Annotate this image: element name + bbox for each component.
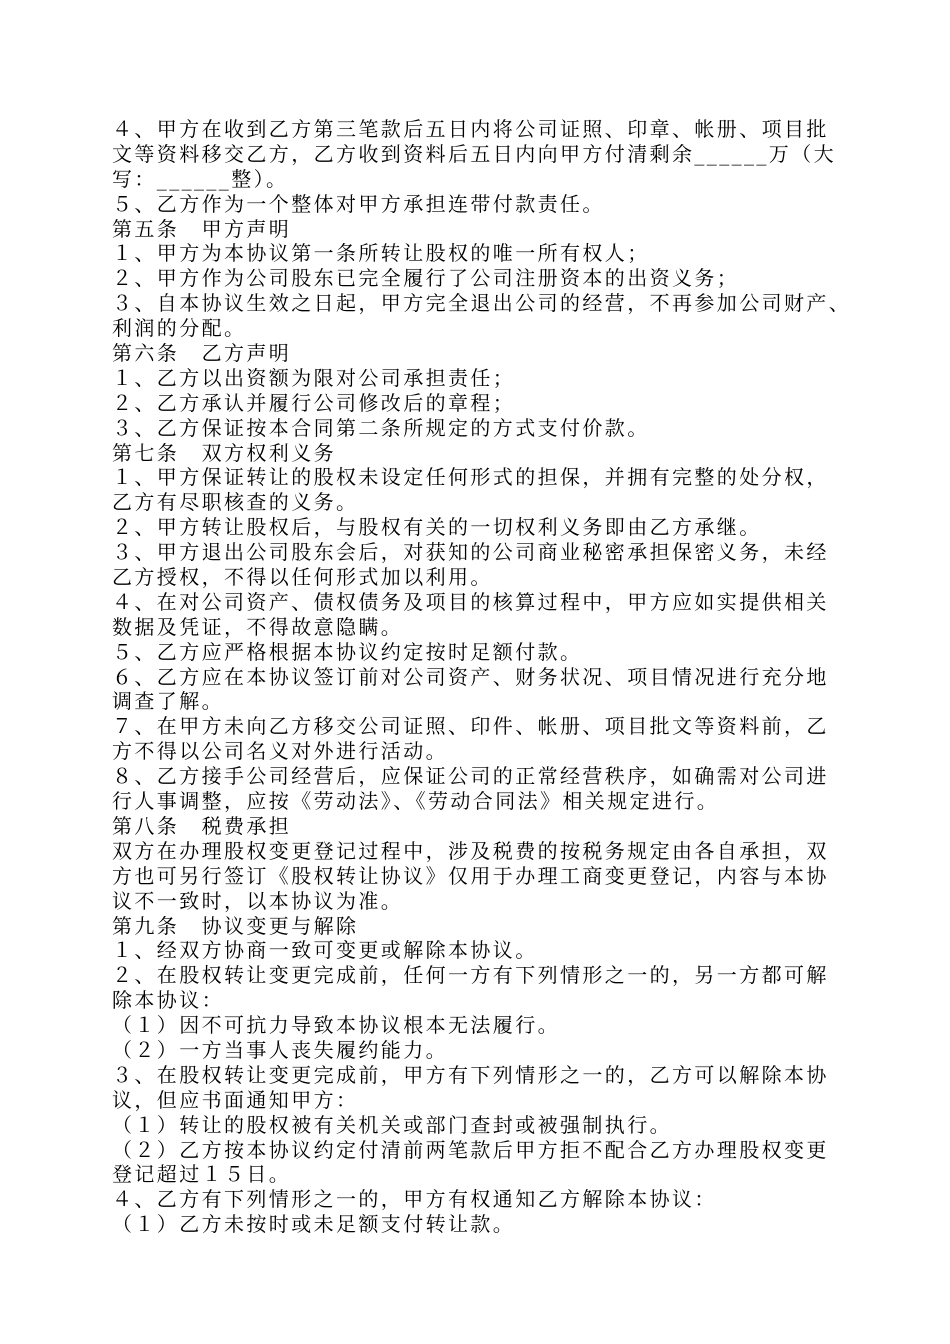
paragraph-line: ２、在股权转让变更完成前，任何一方有下列情形之一的，另一方都可解 (112, 963, 829, 988)
paragraph-line: ７、在甲方未向乙方移交公司证照、印件、帐册、项目批文等资料前，乙 (112, 714, 829, 739)
paragraph-line: ６、乙方应在本协议签订前对公司资产、财务状况、项目情况进行充分地 (112, 664, 829, 689)
paragraph-line: 除本协议： (112, 988, 224, 1013)
paragraph-line: 议，但应书面通知甲方： (112, 1087, 359, 1112)
paragraph-line: 乙方授权，不得以任何形式加以利用。 (112, 565, 493, 590)
paragraph-line: ４、乙方有下列情形之一的，甲方有权通知乙方解除本协议： (112, 1187, 717, 1212)
paragraph-line: 调查了解。 (112, 689, 224, 714)
document-body (112, 117, 892, 1237)
paragraph-line: 方也可另行签订《股权转让协议》仅用于办理工商变更登记，内容与本协 (112, 863, 829, 888)
paragraph-line: ２、甲方转让股权后，与股权有关的一切权利义务即由乙方承继。 (112, 515, 762, 540)
paragraph-line: （１）转让的股权被有关机关或部门查封或被强制执行。 (112, 1112, 672, 1137)
paragraph-line: 登记超过１５日。 (112, 1162, 292, 1187)
paragraph-line: ２、甲方作为公司股东已完全履行了公司注册资本的出资义务； (112, 266, 740, 291)
paragraph-line: 乙方有尽职核查的义务。 (112, 490, 359, 515)
paragraph-line: 写：______整）。 (112, 166, 289, 191)
paragraph-line: ３、乙方保证按本合同第二条所规定的方式支付价款。 (112, 415, 650, 440)
article-heading: 第六条 乙方声明 (112, 341, 292, 366)
paragraph-line: ３、自本协议生效之日起，甲方完全退出公司的经营，不再参加公司财产、 (112, 291, 852, 316)
article-heading: 第九条 协议变更与解除 (112, 913, 359, 938)
paragraph-line: 双方在办理股权变更登记过程中，涉及税费的按税务规定由各自承担，双 (112, 838, 829, 863)
paragraph-line: （１）因不可抗力导致本协议根本无法履行。 (112, 1013, 560, 1038)
paragraph-line: ８、乙方接手公司经营后，应保证公司的正常经营秩序，如确需对公司进 (112, 764, 829, 789)
article-heading: 第五条 甲方声明 (112, 216, 292, 241)
paragraph-line: 利润的分配。 (112, 316, 247, 341)
paragraph-line: ５、乙方作为一个整体对甲方承担连带付款责任。 (112, 191, 605, 216)
paragraph-line: ５、乙方应严格根据本协议约定按时足额付款。 (112, 639, 583, 664)
article-heading: 第八条 税费承担 (112, 813, 292, 838)
paragraph-line: 数据及凭证，不得故意隐瞒。 (112, 614, 404, 639)
paragraph-line: ４、在对公司资产、债权债务及项目的核算过程中，甲方应如实提供相关 (112, 589, 829, 614)
article-heading: 第七条 双方权利义务 (112, 440, 336, 465)
paragraph-line: 方不得以公司名义对外进行活动。 (112, 739, 448, 764)
paragraph-line: ２、乙方承认并履行公司修改后的章程； (112, 390, 516, 415)
paragraph-line: １、经双方协商一致可变更或解除本协议。 (112, 938, 538, 963)
paragraph-line: ３、甲方退出公司股东会后，对获知的公司商业秘密承担保密义务，未经 (112, 540, 829, 565)
paragraph-line: １、甲方保证转让的股权未设定任何形式的担保，并拥有完整的处分权， (112, 465, 829, 490)
paragraph-line: （１）乙方未按时或未足额支付转让款。 (112, 1212, 516, 1237)
paragraph-line: ４、甲方在收到乙方第三笔款后五日内将公司证照、印章、帐册、项目批 (112, 117, 829, 141)
paragraph-line: （２）一方当事人丧失履约能力。 (112, 1037, 448, 1062)
paragraph-line: ３、在股权转让变更完成前，甲方有下列情形之一的，乙方可以解除本协 (112, 1062, 829, 1087)
paragraph-line: 议不一致时，以本协议为准。 (112, 888, 404, 913)
paragraph-line: 行人事调整，应按《劳动法》、《劳动合同法》相关规定进行。 (112, 789, 720, 814)
paragraph-line: 文等资料移交乙方，乙方收到资料后五日内向甲方付清剩余______万（大 (112, 141, 836, 166)
paragraph-line: １、乙方以出资额为限对公司承担责任； (112, 365, 516, 390)
paragraph-line: （２）乙方按本协议约定付清前两笔款后甲方拒不配合乙方办理股权变更 (112, 1137, 829, 1162)
paragraph-line: １、甲方为本协议第一条所转让股权的唯一所有权人； (112, 241, 650, 266)
